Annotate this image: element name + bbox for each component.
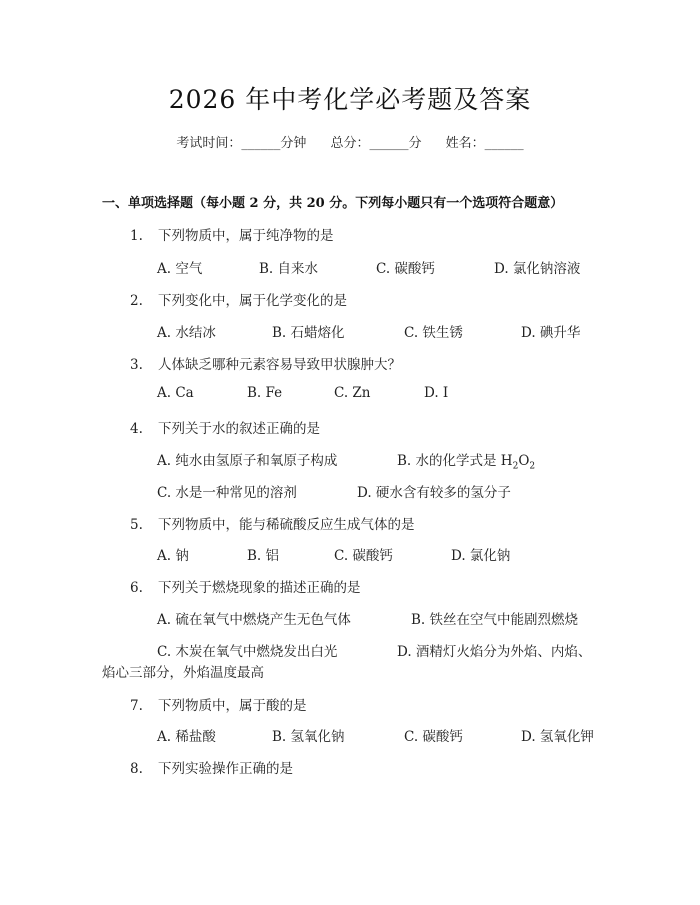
question-4 [130,417,320,437]
option-d: D. 酒精灯火焰分为外焰、内焰、 [397,644,592,660]
question-1 [130,224,334,244]
question-text: 下列关于水的叙述正确的是 [158,421,320,437]
option-c: C. 木炭在氧气中燃烧发出白光 [157,644,338,660]
option-d: D. 氯化钠溶液 [494,261,581,277]
question-7 [130,694,307,714]
formula-subscript: 2 [512,461,519,472]
option-a: A. 空气 [157,261,203,277]
option-b: B. 自来水 [259,261,319,277]
option-c: C. 水是一种常见的溶剂 [157,485,297,501]
formula-element: O [518,453,530,469]
option-a: A. 钠 [157,548,189,564]
question-text: 下列物质中，属于酸的是 [158,698,307,714]
question-text: 下列关于燃烧现象的描述正确的是 [158,580,361,596]
question-number: 3. [130,357,143,373]
option-a: A. 纯水由氢原子和氧原子构成 [157,453,338,469]
question-2 [130,289,347,309]
question-text: 下列物质中，能与稀硫酸反应生成气体的是 [158,517,415,533]
option-d: D. I [424,385,449,401]
question-number: 4. [130,421,143,437]
question-number: 2. [130,293,143,309]
option-b: B. Fe [247,385,283,401]
question-5 [130,513,415,533]
question-text: 人体缺乏哪种元素容易导致甲状腺肿大？ [158,357,401,373]
option-d: D. 碘升华 [521,325,581,341]
exam-time-field: 考试时间：______分钟 [176,136,307,151]
question-number: 7. [130,698,143,714]
option-d: D. 氢氧化钾 [521,729,594,745]
option-a: A. 硫在氧气中燃烧产生无色气体 [157,612,351,628]
page-title: 2026 年中考化学必考题及答案 [168,85,532,114]
option-b: B. 氢氧化钠 [272,729,345,745]
option-d: D. 硬水含有较多的氢分子 [357,485,511,501]
question-6 [130,576,361,596]
formula-subscript: 2 [529,461,536,472]
option-c: C. 铁生锈 [404,325,463,341]
option-c: C. 碳酸钙 [404,729,463,745]
question-number: 6. [130,580,143,596]
option-b: B. 铝 [247,548,280,564]
option-b: B. 铁丝在空气中能剧烈燃烧 [411,612,579,628]
option-a: A. Ca [157,385,194,401]
option-a: A. 水结冰 [157,325,216,341]
option-b: B. 水的化学式是 $H_2O_2$ [397,453,536,472]
question-3 [130,353,401,373]
option-c: C. Zn [334,385,371,401]
question-text: 下列物质中，属于纯净物的是 [158,228,334,244]
name-field: 姓名：______ [445,136,524,151]
question-text: 下列实验操作正确的是 [158,761,293,777]
option-a: A. 稀盐酸 [157,729,216,745]
question-text: 下列变化中，属于化学变化的是 [158,293,347,309]
option-d: D. 氯化钠 [451,548,511,564]
question-number: 5. [130,517,143,533]
section-heading: 一、单项选择题（每小题 2 分，共 20 分。下列每小题只有一个选项符合题意） [102,196,564,211]
option-d-continuation: 焰心三部分，外焰温度最高 [102,665,264,681]
option-b: B. 石蜡熔化 [272,325,345,341]
question-8 [130,757,293,777]
option-c: C. 碳酸钙 [334,548,393,564]
question-number: 8. [130,761,143,777]
total-score-field: 总分：______分 [330,136,422,151]
question-number: 1. [130,228,143,244]
option-c: C. 碳酸钙 [376,261,435,277]
exam-meta [0,132,700,151]
